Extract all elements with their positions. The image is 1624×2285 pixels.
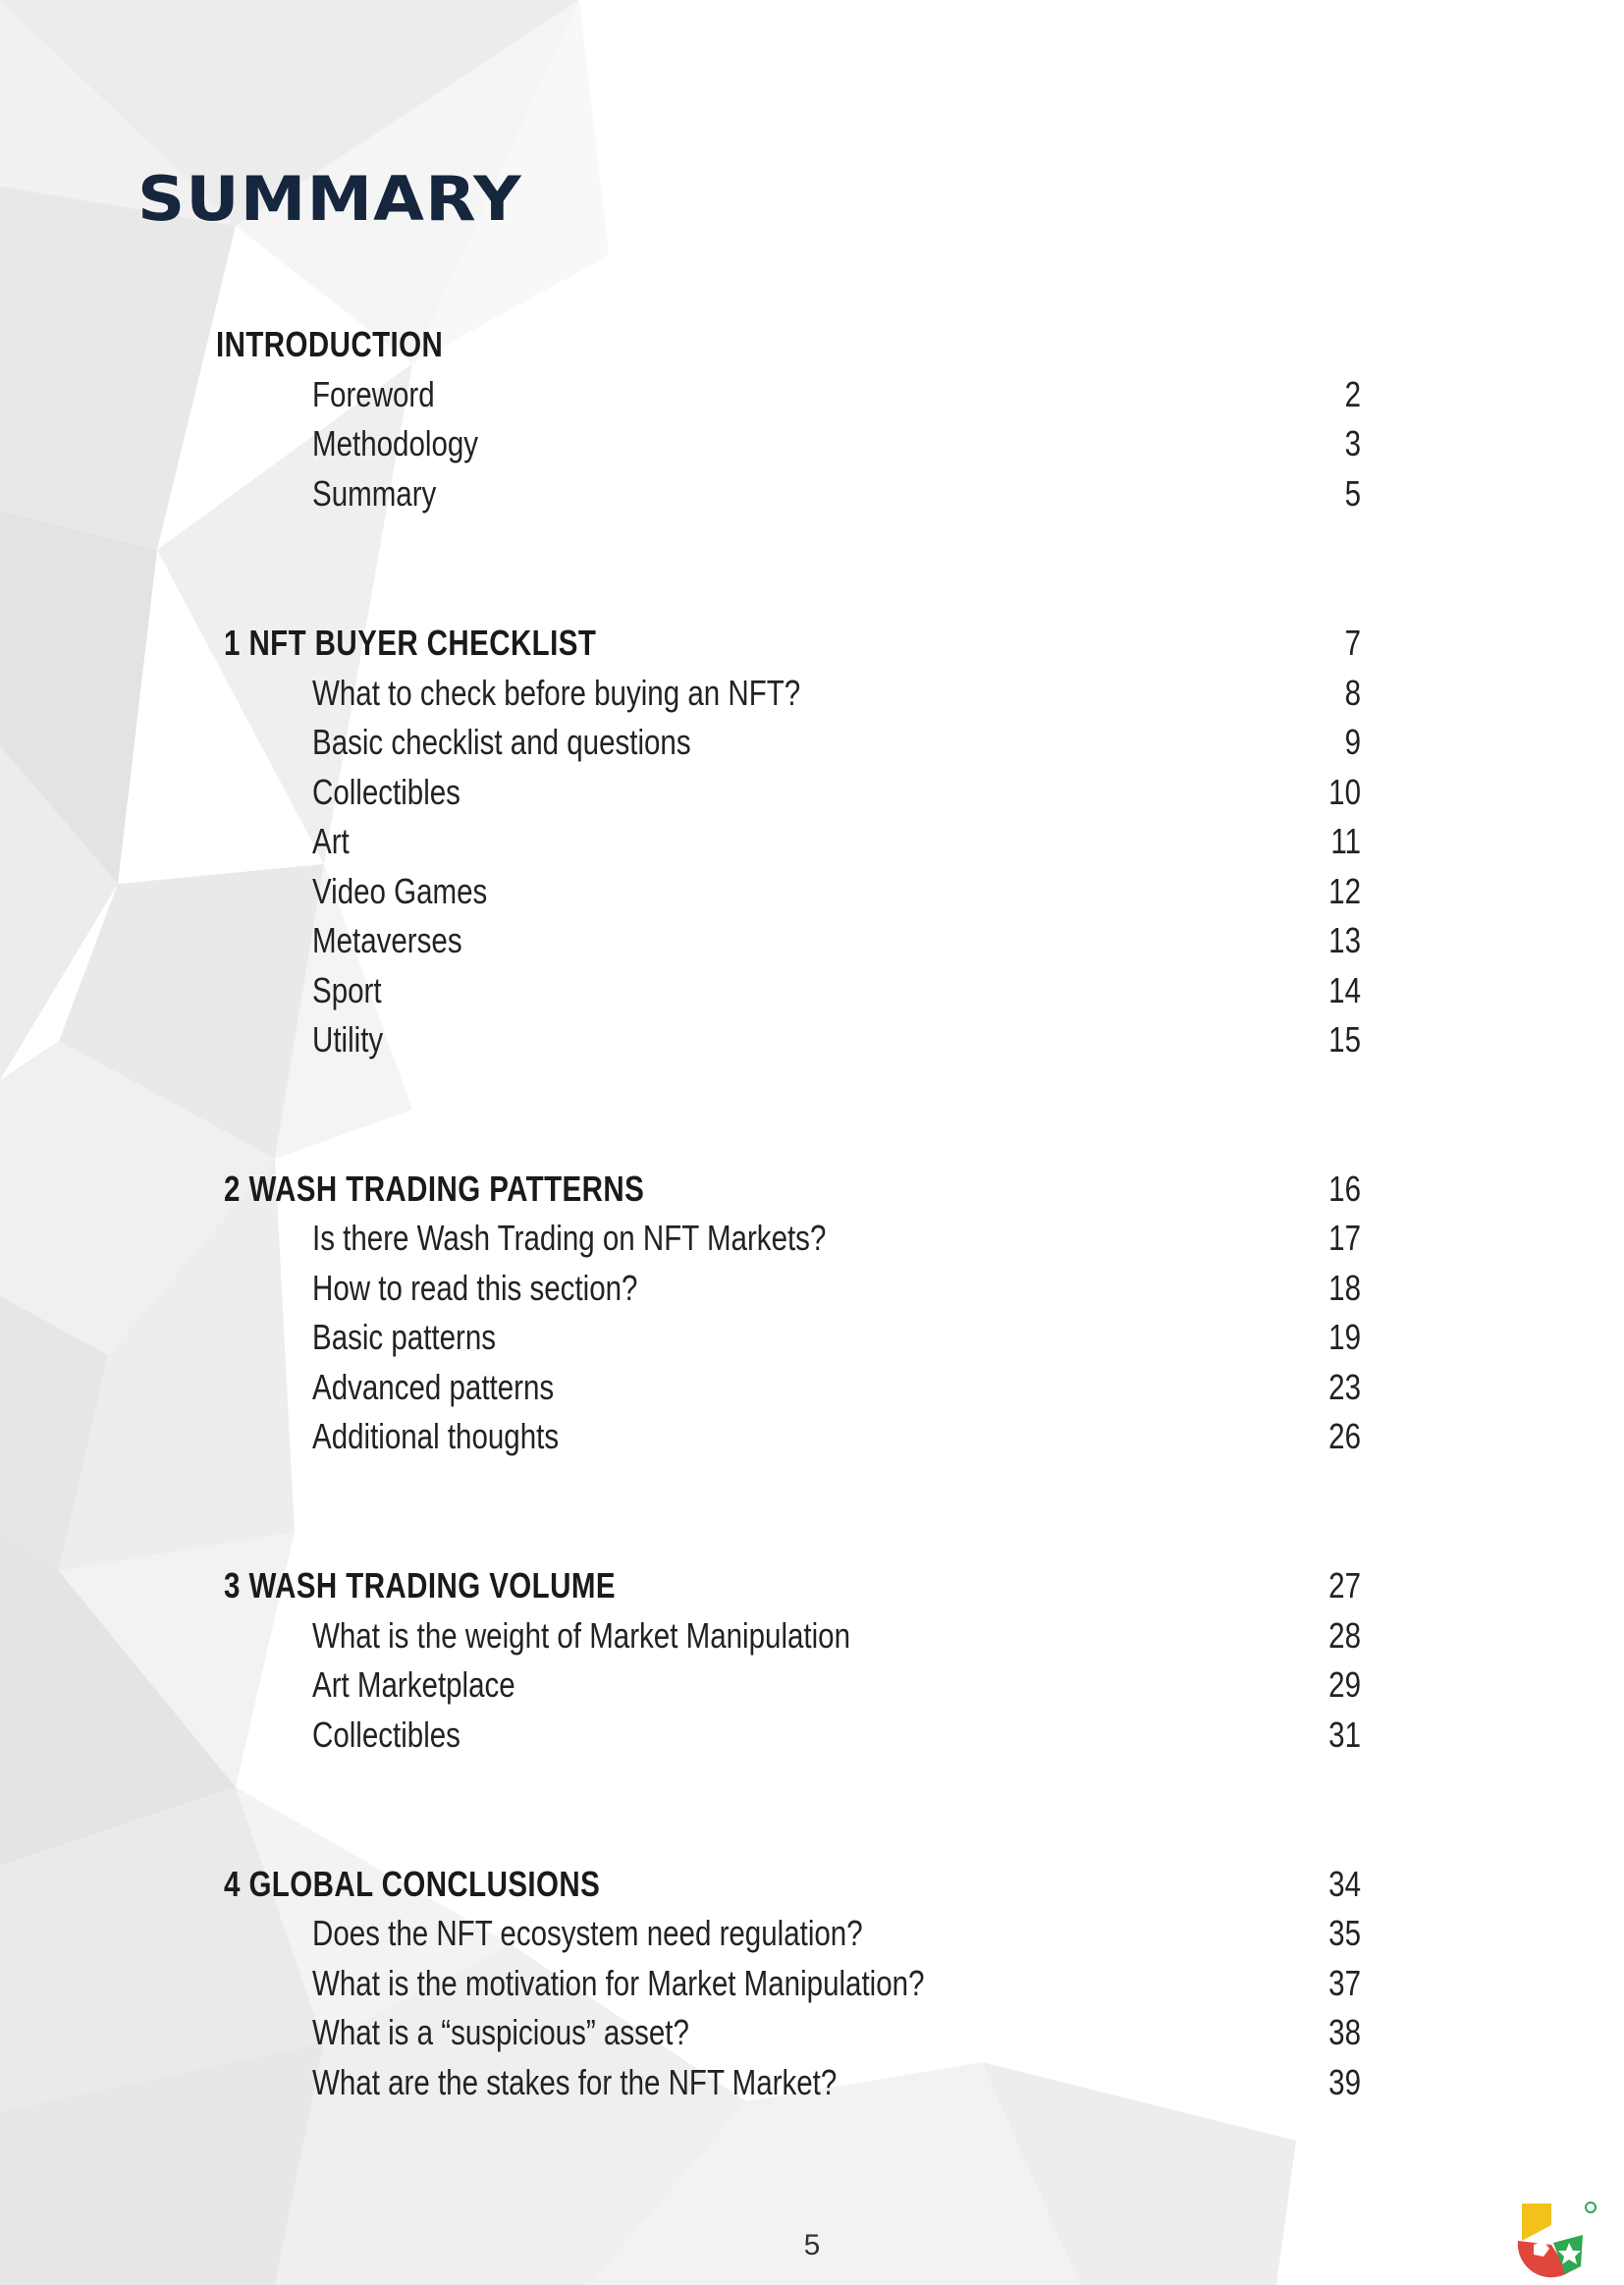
toc-page-number: 16 xyxy=(1328,1169,1361,1209)
toc-page-number: 5 xyxy=(1344,473,1361,514)
toc-heading-label: INTRODUCTION xyxy=(216,324,444,364)
toc-entry[interactable] xyxy=(0,1611,1624,1660)
toc-page-number: 14 xyxy=(1328,970,1361,1010)
toc-entry[interactable] xyxy=(0,1015,1624,1064)
toc-entry[interactable] xyxy=(0,1313,1624,1362)
toc-entry-label: What are the stakes for the NFT Market? xyxy=(312,2062,838,2102)
toc-entry[interactable] xyxy=(0,669,1624,718)
toc-page-number: 10 xyxy=(1328,772,1361,812)
toc-page-number: 34 xyxy=(1328,1864,1361,1904)
toc-entry[interactable] xyxy=(0,1660,1624,1710)
toc-page-number: 19 xyxy=(1328,1317,1361,1357)
toc-page-number: 17 xyxy=(1328,1218,1361,1258)
toc-entry[interactable] xyxy=(0,2058,1624,2107)
toc-entry-label: Art Marketplace xyxy=(312,1664,515,1705)
toc-heading-label: 2 WASH TRADING PATTERNS xyxy=(224,1169,645,1209)
toc-page-number: 7 xyxy=(1344,623,1361,663)
toc-entry-label: Summary xyxy=(312,473,437,514)
toc-heading-label: 4 GLOBAL CONCLUSIONS xyxy=(224,1864,601,1904)
toc-entry-label: Methodology xyxy=(312,423,479,463)
toc-heading-label: 3 WASH TRADING VOLUME xyxy=(224,1565,616,1605)
toc-page-number: 39 xyxy=(1328,2062,1361,2102)
toc-entry-label: Additional thoughts xyxy=(312,1416,560,1456)
footer-page-number: 5 xyxy=(803,2229,821,2261)
toc-entry-label: Foreword xyxy=(312,374,435,414)
toc-page-number: 35 xyxy=(1328,1913,1361,1953)
toc-entry[interactable] xyxy=(0,1909,1624,1958)
toc-page-number: 15 xyxy=(1328,1019,1361,1060)
toc-entry-label: Collectibles xyxy=(312,1714,460,1755)
toc-entry-label: What is a “suspicious” asset? xyxy=(312,2012,689,2052)
brand-logo-icon xyxy=(1508,2196,1606,2284)
toc-heading-wash-trading-patterns[interactable] xyxy=(0,1165,1624,1214)
toc-entry-label: Basic checklist and questions xyxy=(312,722,691,762)
toc-entry-label: Video Games xyxy=(312,871,488,911)
toc-page-number: 13 xyxy=(1328,920,1361,960)
toc-entry-label: Is there Wash Trading on NFT Markets? xyxy=(312,1218,827,1258)
toc-entry[interactable] xyxy=(0,1214,1624,1263)
toc-page-number: 11 xyxy=(1330,821,1361,861)
toc-entry[interactable] xyxy=(0,1363,1624,1412)
toc-entry[interactable] xyxy=(0,469,1624,518)
toc-page-number: 29 xyxy=(1328,1664,1361,1705)
toc-page-number: 9 xyxy=(1344,722,1361,762)
toc-entry[interactable] xyxy=(0,966,1624,1015)
toc-page-number: 12 xyxy=(1328,871,1361,911)
toc-page-number: 28 xyxy=(1328,1615,1361,1656)
toc-entry[interactable] xyxy=(0,768,1624,817)
toc-entry[interactable] xyxy=(0,817,1624,866)
toc-page-number: 23 xyxy=(1328,1367,1361,1407)
toc-entry[interactable] xyxy=(0,1711,1624,1760)
toc-page-number: 26 xyxy=(1328,1416,1361,1456)
toc-entry-label: Art xyxy=(312,821,350,861)
toc-page-number: 27 xyxy=(1328,1565,1361,1605)
toc-page-number: 2 xyxy=(1344,374,1361,414)
toc-page-number: 31 xyxy=(1328,1714,1361,1755)
toc-heading-label: 1 NFT BUYER CHECKLIST xyxy=(224,623,597,663)
toc-entry-label: Basic patterns xyxy=(312,1317,497,1357)
toc-page-number: 38 xyxy=(1328,2012,1361,2052)
toc-entry-label: Does the NFT ecosystem need regulation? xyxy=(312,1913,863,1953)
toc-heading-nft-buyer-checklist[interactable] xyxy=(0,619,1624,668)
toc-entry-label: What is the weight of Market Manipulation xyxy=(312,1615,851,1656)
toc-entry[interactable] xyxy=(0,419,1624,468)
toc-heading-wash-trading-volume[interactable] xyxy=(0,1561,1624,1610)
toc-entry-label: What to check before buying an NFT? xyxy=(312,673,801,713)
toc-entry-label: Collectibles xyxy=(312,772,460,812)
toc-entry-label: Utility xyxy=(312,1019,384,1060)
toc-entry[interactable] xyxy=(0,867,1624,916)
toc-page-number: 3 xyxy=(1344,423,1361,463)
toc-entry[interactable] xyxy=(0,1959,1624,2008)
toc-entry[interactable] xyxy=(0,1412,1624,1461)
toc-heading-global-conclusions[interactable] xyxy=(0,1860,1624,1909)
toc-entry-label: Metaverses xyxy=(312,920,462,960)
toc-heading-introduction[interactable] xyxy=(0,320,1624,369)
toc-entry-label: Sport xyxy=(312,970,382,1010)
toc-entry[interactable] xyxy=(0,2008,1624,2057)
toc-entry-label: How to read this section? xyxy=(312,1268,638,1308)
toc-page-number: 8 xyxy=(1344,673,1361,713)
toc-entry[interactable] xyxy=(0,718,1624,767)
toc-entry[interactable] xyxy=(0,1264,1624,1313)
toc-entry-label: Advanced patterns xyxy=(312,1367,555,1407)
toc-entry[interactable] xyxy=(0,916,1624,965)
toc-entry[interactable] xyxy=(0,370,1624,419)
toc-page-number: 18 xyxy=(1328,1268,1361,1308)
page-title: SUMMARY xyxy=(137,163,522,235)
toc-page-number: 37 xyxy=(1328,1963,1361,2003)
toc-entry-label: What is the motivation for Market Manipulation? xyxy=(312,1963,925,2003)
